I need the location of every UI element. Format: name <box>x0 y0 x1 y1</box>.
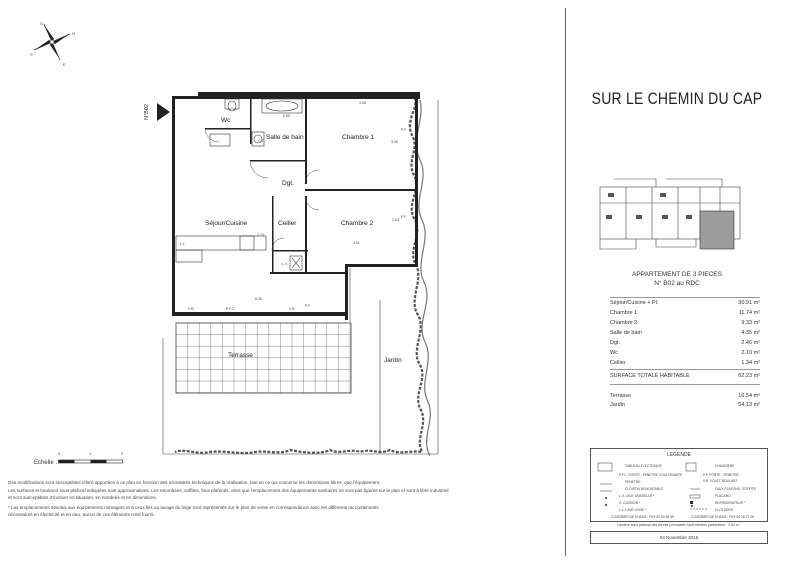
scale-label: Echelle : <box>34 460 58 466</box>
terrace-tiles <box>176 323 351 393</box>
door-swings <box>205 128 319 250</box>
apartment-number: N° B02 au RDC <box>654 280 700 287</box>
room-chambre2: Chambre 2 <box>341 220 374 227</box>
note-1: Des modifications sont susceptibles d'être apportées à ce plan en fonction des nécessités techniques de la réalisation, tant en ce qui concerne les dimensions libres, que l'équipement. <box>8 480 381 485</box>
mark-lv: L.V. <box>282 262 288 266</box>
legend-item: L.V. LAVE VAISSELLE * <box>619 494 655 498</box>
legend-item: REFRIGERATEUR * <box>715 501 746 505</box>
mark-ll: L.L. <box>180 242 186 246</box>
mark-pf3: P.F. <box>401 215 407 219</box>
mark-pf2: P.F. <box>401 128 407 132</box>
dim-1: 3.08 <box>359 101 366 105</box>
scale-t1: 1 <box>89 451 92 456</box>
room-chambre1: Chambre 1 <box>342 134 375 141</box>
legend-symbols <box>596 461 766 516</box>
note-5: nécessaires en électricité et en eau, aucun de ces éléments n'est fourni. <box>8 512 155 517</box>
room-bath: Salle de bain <box>266 134 304 141</box>
mark-vr2: V.R. <box>289 307 296 311</box>
dim-6: 6.26 <box>255 297 262 301</box>
legend-item: FAUX PLAFOND, SOFFITE <box>715 487 756 491</box>
room-terrasse: Terrasse <box>228 352 253 359</box>
dim-7: 2.63 <box>392 218 399 222</box>
room-dgt: Dgt. <box>282 180 294 187</box>
mark-ce: C.E. <box>258 139 265 143</box>
legend-contact-left: COURRIER DE KHAGA · FAX 09 50 59 59 <box>611 515 674 519</box>
compass-s: S <box>30 52 33 57</box>
divider <box>610 384 760 385</box>
legend-item: P.F.C. PORTE - FENETRE COULISSANTE <box>619 473 683 477</box>
legend-item: FENETRE <box>625 480 641 484</box>
legend-item: V.R. VOLET ROULANT <box>703 479 738 483</box>
scale-t0: 0 <box>58 451 61 456</box>
building-keyplan <box>596 175 746 257</box>
divider <box>610 297 760 298</box>
dim-2: 3.08 <box>391 140 398 144</box>
compass-n: N <box>72 31 75 36</box>
legend-item: TABLEAU ELECTRIQUE <box>625 464 662 468</box>
divider <box>610 369 760 370</box>
dim-4: 3.01 <box>353 241 360 245</box>
scale-t2: 2 <box>121 451 124 456</box>
entry-arrow-icon <box>157 103 170 121</box>
legend-item: CLOISON DEMONTABLE <box>625 487 664 491</box>
dim-5: 2.73 <box>257 233 264 237</box>
note-2: Les surfaces et hauteurs sous plafond indiquées sont approximatives. Les retombées, soffites, faux plafonds, ainsi que l'emplacement des équipements sanitaires ne sont pas figurés sur le plan et sont à libre industriel <box>8 488 449 493</box>
note-3: et sont susceptibles d'évoluer en situation, en nombres et en dimensions. <box>8 495 157 500</box>
apartment-type: APPARTEMENT DE 3 PIECES <box>632 271 722 278</box>
mark-vr1: V.R. <box>188 307 195 311</box>
legend-item: CLOTURES <box>715 508 733 512</box>
plan-date: 04 Novembre 2016 <box>590 531 768 544</box>
compass-rose-icon <box>34 24 70 60</box>
legend-item: L.L. LAVE LINGE * <box>619 508 647 512</box>
legend-item: P.F. PORTE - FENETRE <box>703 473 739 477</box>
walls <box>172 92 420 320</box>
legend-item: CHAUDIERE <box>715 464 735 468</box>
entry-label: N°B02 <box>144 104 150 120</box>
legend-box <box>590 448 768 522</box>
garden-hedge <box>175 98 423 453</box>
room-wc: Wc <box>221 117 231 124</box>
room-sejour: Séjour/Cuisine <box>205 220 248 227</box>
legend-title: LEGENDE <box>667 452 691 458</box>
room-jardin: Jardin <box>384 357 402 364</box>
legend-item: C. CUISSON * <box>619 501 641 505</box>
room-cellier: Cellier <box>278 220 297 227</box>
scale-bar <box>58 456 124 464</box>
note-4: * Les emplacements dévolus aux équipements ménagers et à ceux liés au lavage du linge sont représentés sur le plan de vente en correspondance avec les différents raccordements <box>8 505 379 510</box>
mark-pfc: P.F.C. <box>226 307 236 311</box>
compass-e: E <box>63 62 66 67</box>
legend-contact-right: COURRIER DE KHAGA · FAX 06 28 27 28 <box>691 515 754 519</box>
mark-pf: P.F. <box>305 304 311 308</box>
legend-item: PLACARD <box>715 494 731 498</box>
project-title: SUR LE CHEMIN DU CAP <box>591 89 763 108</box>
height-note: Hauteur sous plafond des pièces principales sauf mention particulière : 2.50 m <box>617 523 739 527</box>
dim-3: 2.60 <box>283 114 290 118</box>
compass-o: O <box>40 21 44 26</box>
